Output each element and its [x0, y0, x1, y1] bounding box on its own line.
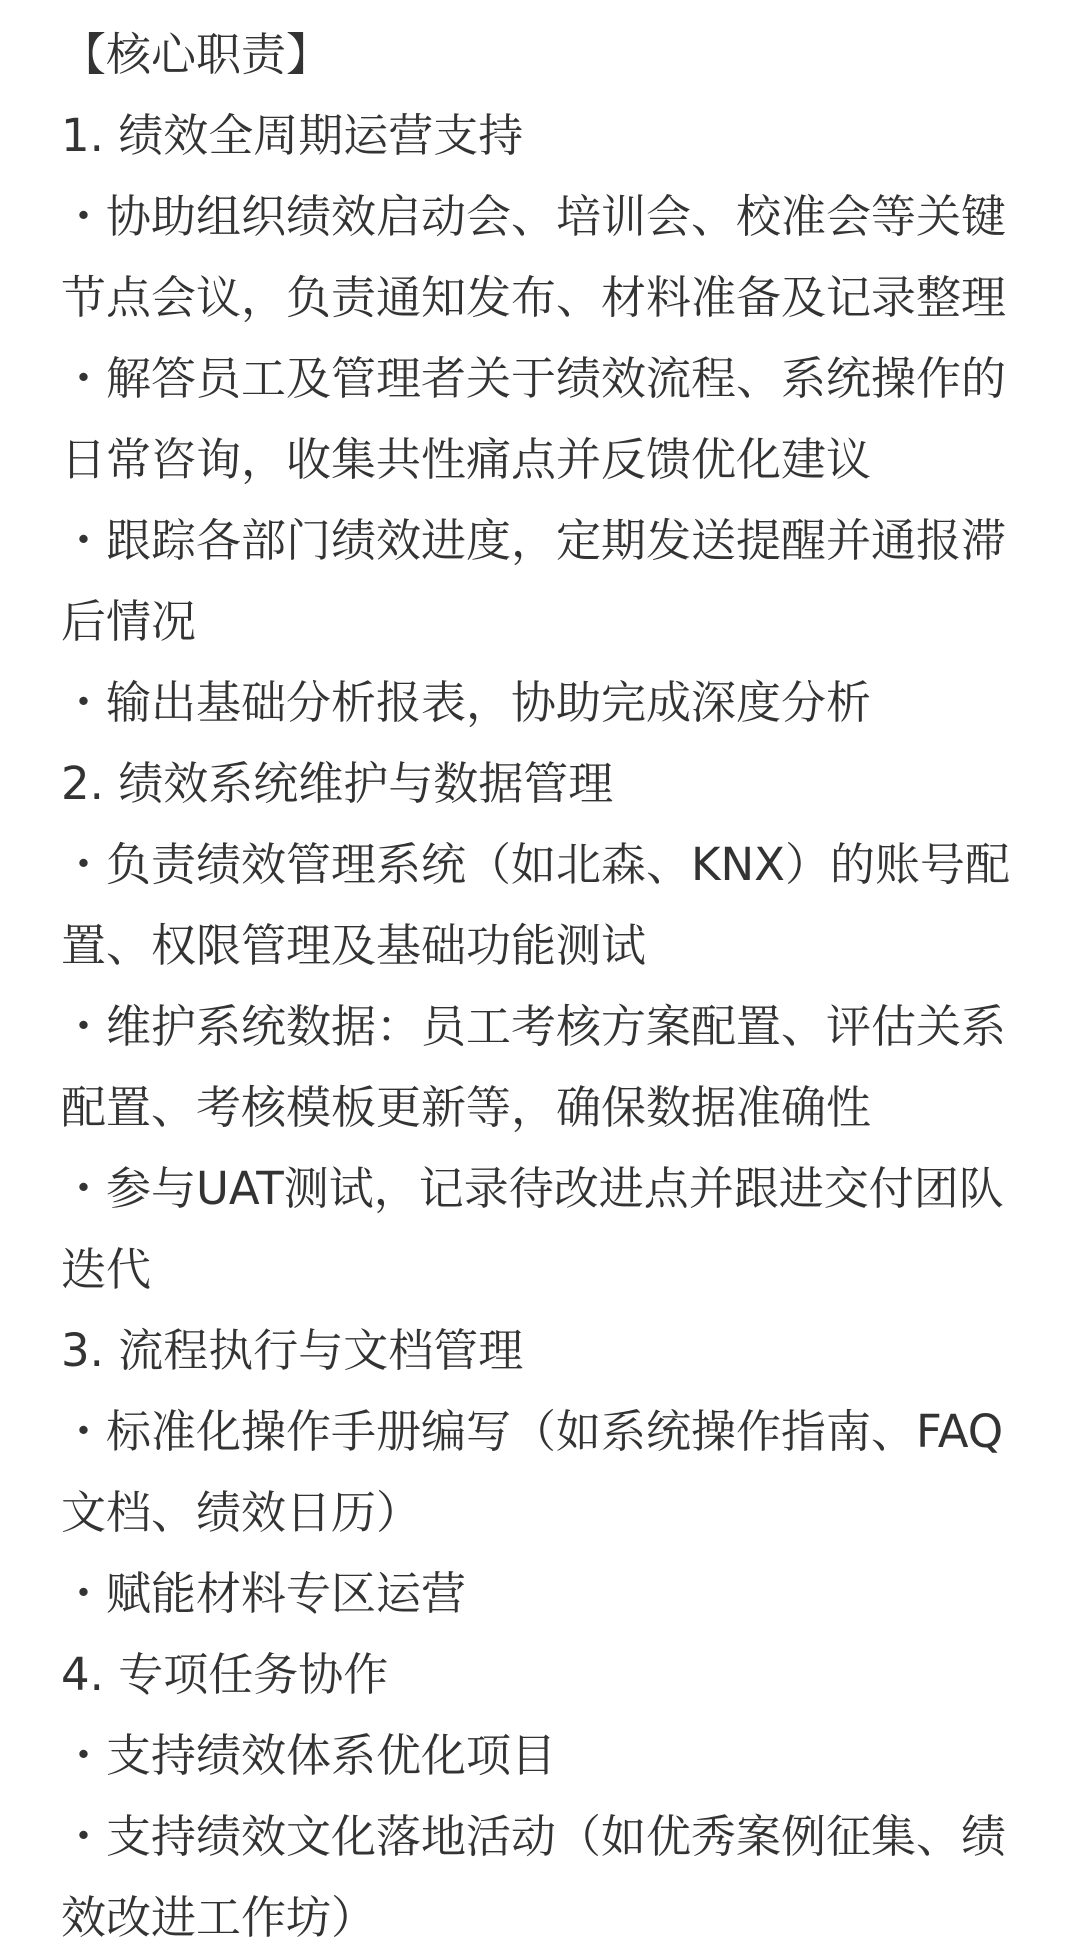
bullet-line: ・支持绩效体系优化项目	[61, 1729, 557, 1782]
section-title-1: 1. 绩效全周期运营支持	[61, 109, 524, 162]
bullet-line: ・跟踪各部门绩效进度，定期发送提醒并通报滞	[61, 514, 1007, 567]
bullet-item	[61, 338, 1021, 500]
bullet-line: ・解答员工及管理者关于绩效流程、系统操作的	[61, 352, 1007, 405]
section-title-3: 3. 流程执行与文档管理	[61, 1324, 524, 1377]
bullet-item	[61, 986, 1021, 1148]
bullet-item	[61, 1715, 1021, 1796]
bullet-item	[61, 176, 1021, 338]
bullet-item	[61, 824, 1021, 986]
bullet-line: 配置、考核模板更新等，确保数据准确性	[61, 1081, 872, 1134]
bullet-item	[61, 500, 1021, 662]
bullet-line: 后情况	[61, 595, 197, 648]
bullet-line: 节点会议，负责通知发布、材料准备及记录整理	[61, 271, 1007, 324]
bullet-line: ・参与UAT测试，记录待改进点并跟进交付团队	[61, 1162, 1004, 1215]
bullet-line: 文档、绩效日历）	[61, 1486, 422, 1539]
bullet-line: ・支持绩效文化落地活动（如优秀案例征集、绩	[61, 1810, 1007, 1863]
bullet-item	[61, 1553, 1021, 1634]
bullet-line: ・负责绩效管理系统（如北森、KNX）的账号配	[61, 838, 1011, 891]
bullet-line: ・维护系统数据：员工考核方案配置、评估关系	[61, 1000, 1007, 1053]
bullet-line: 置、权限管理及基础功能测试	[61, 919, 647, 972]
bullet-item	[61, 1148, 1021, 1310]
bullet-line: 效改进工作坊）	[61, 1891, 377, 1944]
bullet-line: 迭代	[61, 1243, 152, 1296]
section-title-4: 4. 专项任务协作	[61, 1648, 389, 1701]
bullet-line: ・输出基础分析报表，协助完成深度分析	[61, 676, 872, 729]
bullet-line: ・协助组织绩效启动会、培训会、校准会等关键	[61, 190, 1007, 243]
section-header: 【核心职责】	[61, 28, 332, 81]
bullet-item	[61, 662, 1021, 743]
bullet-item	[61, 1796, 1021, 1958]
bullet-line: 日常咨询，收集共性痛点并反馈优化建议	[61, 433, 872, 486]
bullet-line: ・标准化操作手册编写（如系统操作指南、FAQ	[61, 1405, 1004, 1458]
section-title-2: 2. 绩效系统维护与数据管理	[61, 757, 614, 810]
document-body	[61, 14, 1021, 1958]
bullet-item	[61, 1391, 1021, 1553]
bullet-line: ・赋能材料专区运营	[61, 1567, 467, 1620]
